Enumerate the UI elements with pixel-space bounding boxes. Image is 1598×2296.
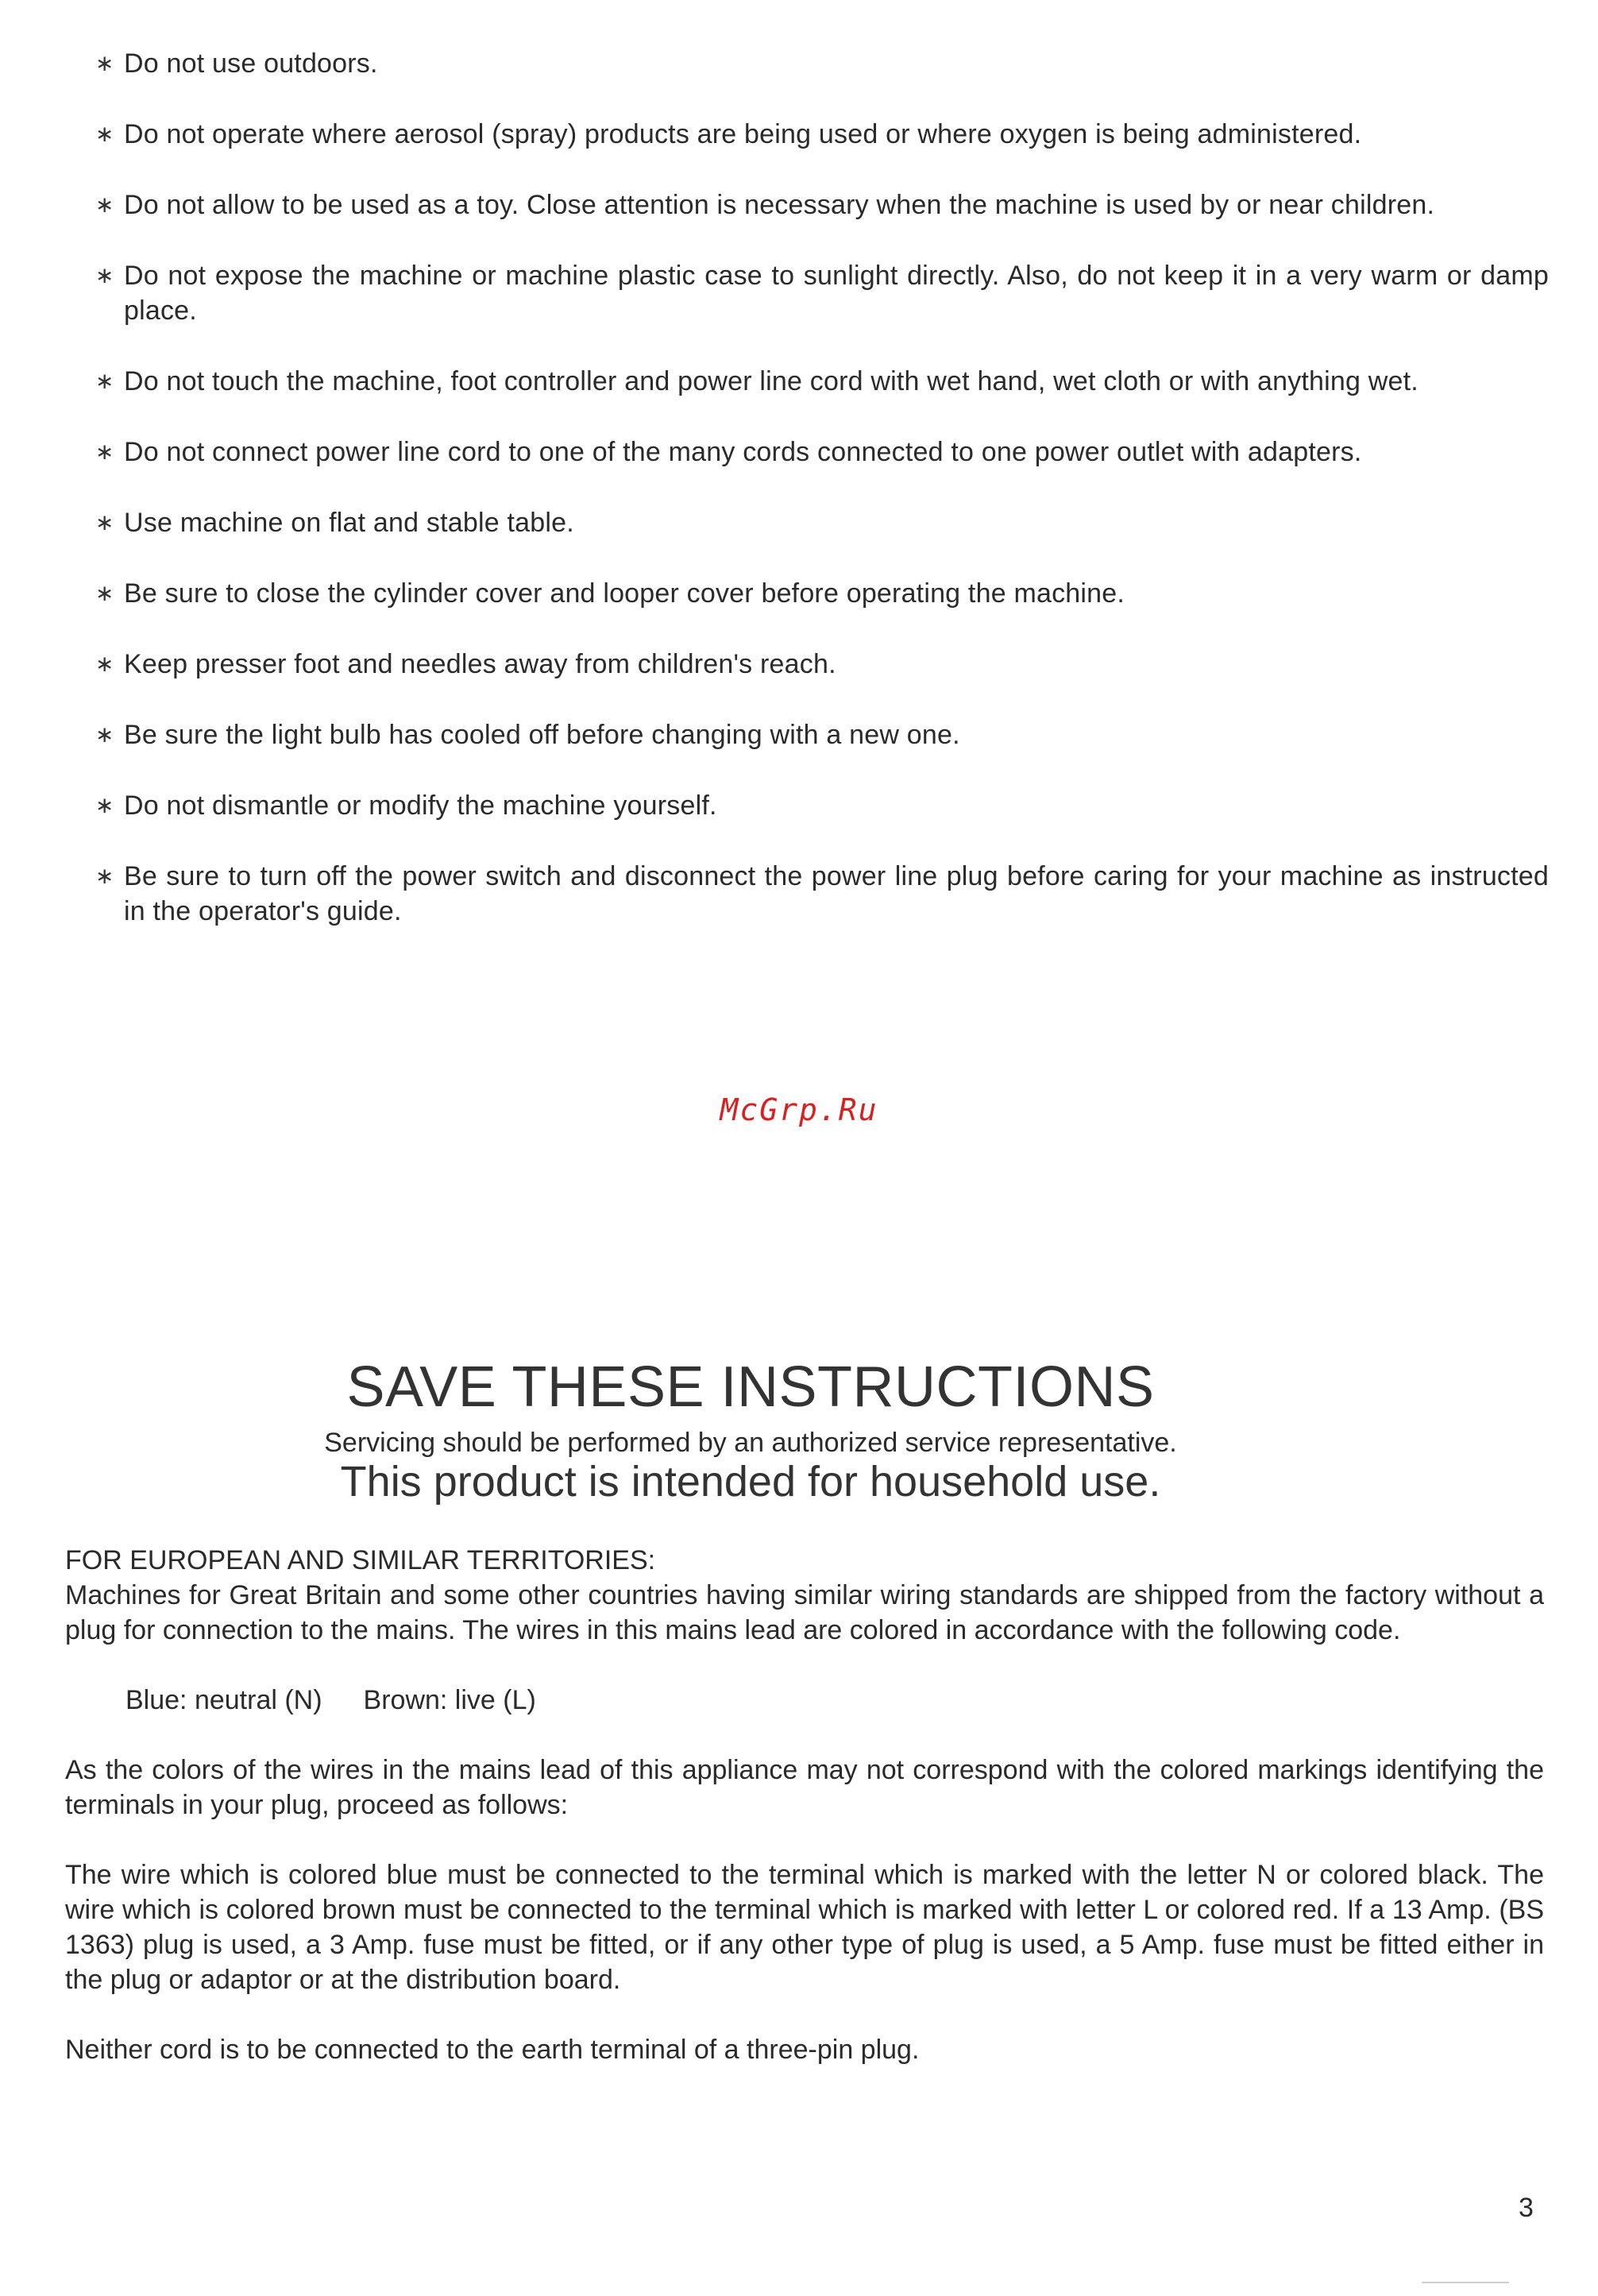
safety-bullet-list (95, 46, 1549, 964)
wire-brown-label: Brown: live (L) (363, 1685, 536, 1715)
household-use-note: This product is intended for household use. (340, 1458, 1161, 1506)
save-instructions-title: SAVE THESE INSTRUCTIONS (346, 1355, 1155, 1419)
european-section (65, 1543, 1544, 2067)
wiring-instructions: The wire which is colored blue must be connected to the terminal which is marked with the letter N or colored black. The wire which is colored brown must be connected to the terminal which is marked with letter L or colored red. If a 13 Amp. (BS 1363) plug is used, a 3 Amp. fuse must be fitted, or if any other type of plug is used, a 5 Amp. fuse must be fitted either in the plug or adaptor or at the distribution board. (65, 1860, 1544, 1995)
bullet-star-icon: ∗ (95, 651, 114, 676)
safety-bullet-text: Do not touch the machine, foot controller and power line cord with wet hand, wet cloth or with anything wet. (124, 366, 1419, 396)
safety-bullet (95, 117, 1549, 152)
safety-bullet (95, 717, 1549, 752)
wire-blue-label: Blue: neutral (N) (125, 1685, 322, 1715)
safety-bullet-text: Keep presser foot and needles away from children's reach. (124, 649, 836, 679)
european-heading: FOR EUROPEAN AND SIMILAR TERRITORIES: (65, 1545, 656, 1575)
safety-bullet (95, 647, 1549, 682)
safety-bullet-text: Do not connect power line cord to one of the many cords connected to one power outlet with adapters. (124, 437, 1362, 467)
safety-bullet-text: Use machine on flat and stable table. (124, 508, 574, 538)
safety-bullet-text: Do not operate where aerosol (spray) products are being used or where oxygen is being administered. (124, 119, 1362, 149)
safety-bullet (95, 859, 1549, 929)
safety-bullet-text: Do not expose the machine or machine plastic case to sunlight directly. Also, do not keep it in a very warm or damp place. (124, 261, 1549, 326)
bullet-star-icon: ∗ (95, 192, 114, 217)
safety-bullet (95, 788, 1549, 823)
safety-bullet (95, 576, 1549, 611)
earth-note: Neither cord is to be connected to the earth terminal of a three-pin plug. (65, 2035, 920, 2065)
safety-bullet-text: Be sure to turn off the power switch and disconnect the power line plug before caring for your machine as instructed in the operator's guide. (124, 861, 1549, 926)
safety-bullet-text: Be sure the light bulb has cooled off before changing with a new one. (124, 720, 960, 750)
safety-bullet-text: Do not use outdoors. (124, 48, 378, 79)
bullet-star-icon: ∗ (95, 51, 114, 75)
bullet-star-icon: ∗ (95, 369, 114, 393)
safety-bullet-text: Do not dismantle or modify the machine yourself. (124, 790, 717, 821)
bullet-star-icon: ∗ (95, 793, 114, 818)
bullet-star-icon: ∗ (95, 263, 114, 288)
european-intro: Machines for Great Britain and some other countries having similar wiring standards are shipped from the factory without a plug for connection to the mains. The wires in this mains lead are colored in accordance with the following code. (65, 1580, 1544, 1645)
wire-color-code (125, 1683, 1544, 1718)
bullet-star-icon: ∗ (95, 864, 114, 888)
bullet-star-icon: ∗ (95, 122, 114, 146)
safety-bullet (95, 505, 1549, 540)
watermark-link[interactable]: McGrp.Ru (720, 1092, 878, 1127)
safety-bullet (95, 258, 1549, 328)
footer-divider (1422, 2282, 1509, 2283)
safety-bullet (95, 46, 1549, 81)
safety-bullet (95, 187, 1549, 222)
page-number: 3 (1519, 2193, 1534, 2223)
bullet-star-icon: ∗ (95, 439, 114, 464)
bullet-star-icon: ∗ (95, 581, 114, 605)
servicing-note: Servicing should be performed by an authorized service representative. (324, 1428, 1177, 1458)
safety-bullet-text: Be sure to close the cylinder cover and looper cover before operating the machine. (124, 578, 1125, 609)
safety-bullet (95, 435, 1549, 470)
colors-note: As the colors of the wires in the mains lead of this appliance may not correspond with the colored markings identifying the terminals in your plug, proceed as follows: (65, 1755, 1544, 1820)
safety-bullet (95, 364, 1549, 399)
bullet-star-icon: ∗ (95, 722, 114, 747)
safety-bullet-text: Do not allow to be used as a toy. Close attention is necessary when the machine is used by or near children. (124, 190, 1435, 220)
bullet-star-icon: ∗ (95, 510, 114, 535)
